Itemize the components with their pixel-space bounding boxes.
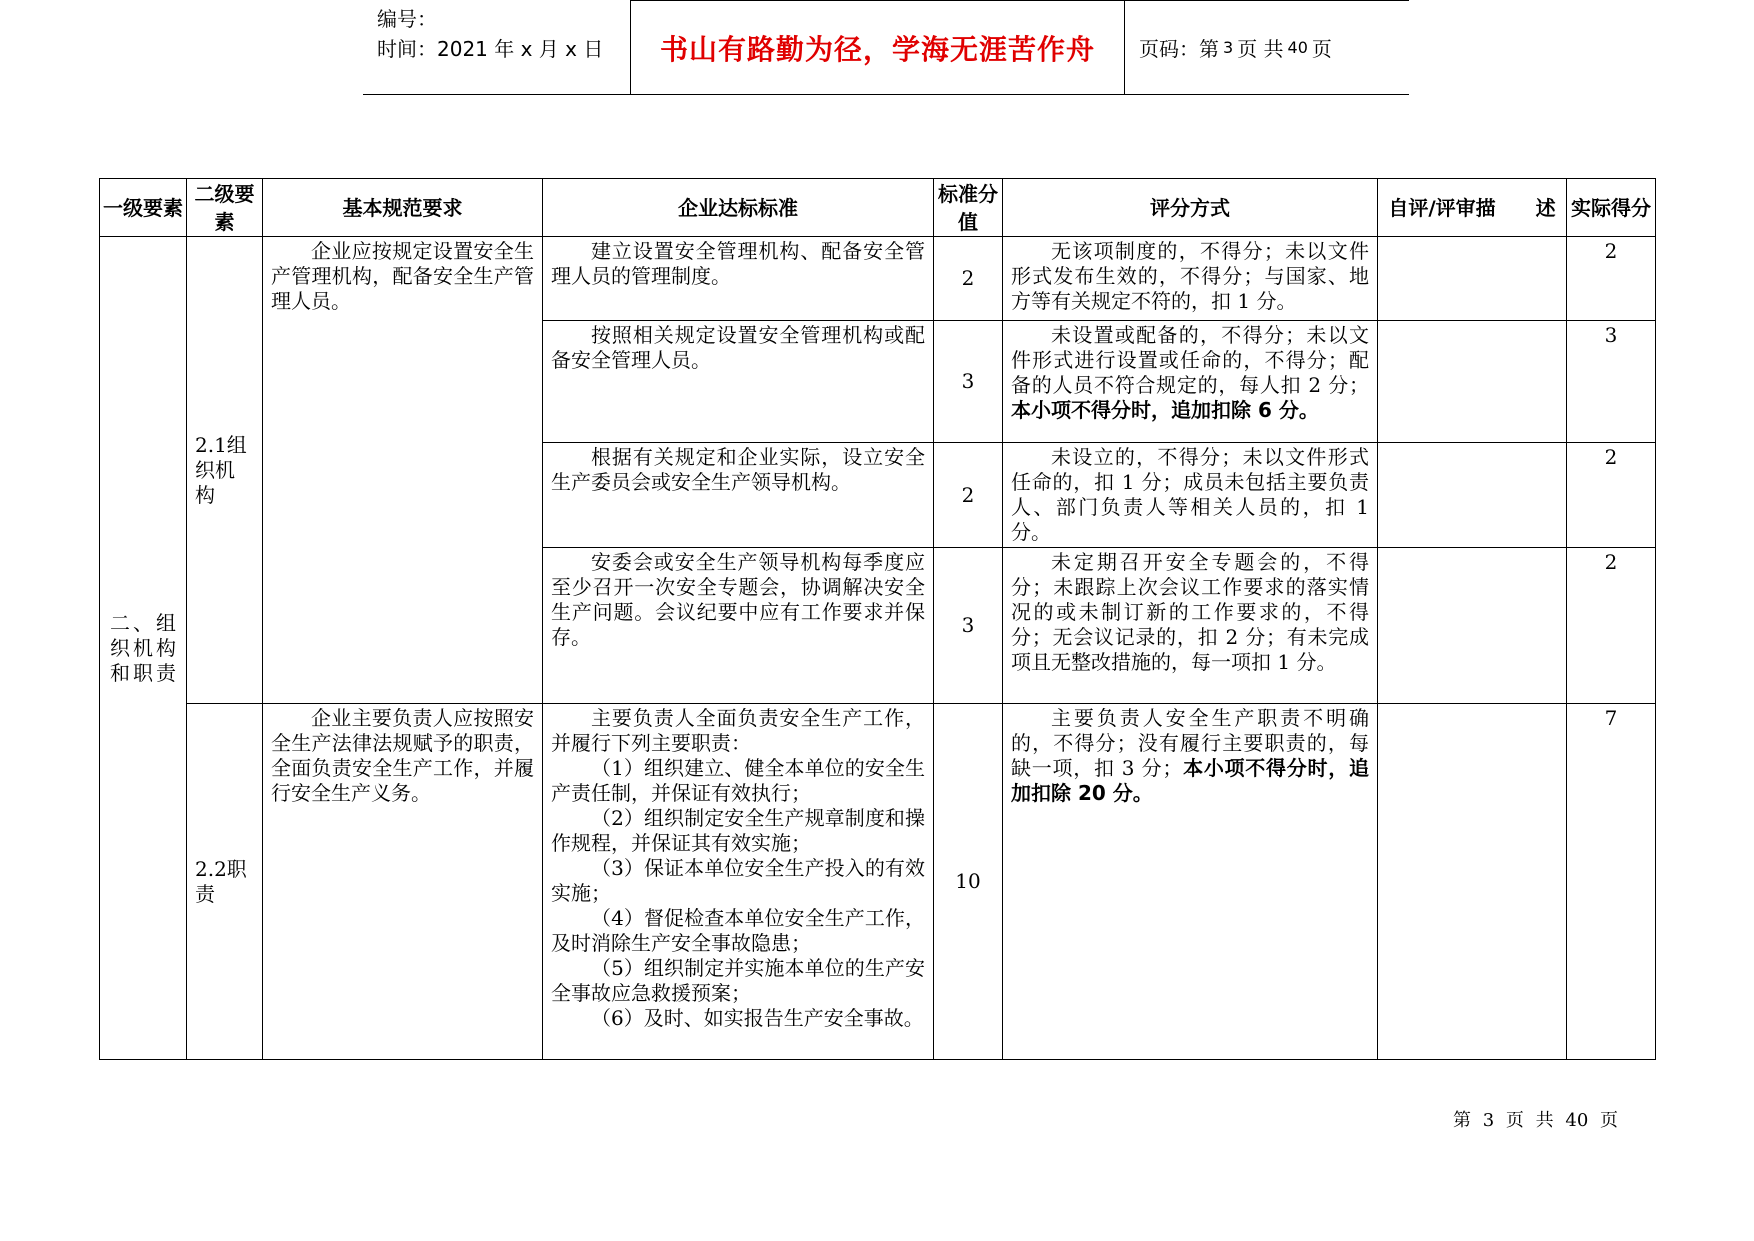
header-page-counter bbox=[1125, 0, 1409, 94]
col-header-basic: 基本规范要求 bbox=[263, 179, 543, 237]
col-header-actual: 实际得分 bbox=[1567, 179, 1656, 237]
level1-element: 二、组织机构和职责 bbox=[100, 237, 187, 1060]
self-eval-cell[interactable] bbox=[1378, 237, 1567, 321]
self-eval-cell[interactable] bbox=[1378, 548, 1567, 704]
standard-item: （5）组织制定并实施本单位的生产安全事故应急救援预案； bbox=[551, 956, 925, 1005]
scoring-method bbox=[1003, 704, 1378, 1060]
page-header bbox=[363, 0, 1409, 95]
scoring-method bbox=[1003, 237, 1378, 321]
scoring-method-bold: 本小项不得分时，追加扣除 6 分。 bbox=[1011, 398, 1319, 422]
self-eval-cell[interactable] bbox=[1378, 321, 1567, 443]
standard-score: 3 bbox=[934, 548, 1003, 704]
standards-table bbox=[99, 178, 1656, 1060]
actual-score: 2 bbox=[1567, 443, 1656, 548]
standard-item: （1）组织建立、健全本单位的安全生产责任制，并保证有效执行； bbox=[551, 756, 925, 805]
header-page-mid: 页 共 bbox=[1237, 37, 1284, 61]
footer-page-current: 3 bbox=[1482, 1110, 1495, 1131]
self-eval-cell[interactable] bbox=[1378, 443, 1567, 548]
standard-item: （4）督促检查本单位安全生产工作，及时消除生产安全事故隐患； bbox=[551, 906, 925, 955]
level2-element: 2.1组 织机构 bbox=[187, 237, 263, 704]
scoring-method-bold: 本小项不得分时，追加扣除 20 分。 bbox=[1011, 756, 1369, 805]
actual-score: 2 bbox=[1567, 237, 1656, 321]
col-header-self-eval: 自评/评审描 述 bbox=[1378, 179, 1567, 237]
header-page-suffix: 页 bbox=[1311, 37, 1332, 61]
scoring-method-text: 主要负责人安全生产职责不明确的，不得分；没有履行主要职责的，每缺一项，扣 3 分； bbox=[1011, 706, 1369, 780]
self-eval-cell[interactable] bbox=[1378, 704, 1567, 1060]
standard-item: （6）及时、如实报告生产安全事故。 bbox=[591, 1006, 924, 1030]
col-header-score: 标准分值 bbox=[934, 179, 1003, 237]
standard-text bbox=[543, 704, 934, 1060]
actual-score: 2 bbox=[1567, 548, 1656, 704]
table-header-row bbox=[100, 179, 1656, 237]
standard-text: 建立设置安全管理机构、配备安全管理人员的管理制度。 bbox=[543, 237, 934, 321]
document-number-label: 编号： bbox=[377, 7, 437, 31]
footer-page-mid: 页 共 bbox=[1505, 1110, 1554, 1131]
standard-score: 2 bbox=[934, 443, 1003, 548]
col-header-level1: 一级要素 bbox=[100, 179, 187, 237]
scoring-method-text: 未设立的，不得分；未以文件形式任命的，扣 1 分；成员未包括主要负责人、部门负责人等相关人员的，扣 1 分。 bbox=[1011, 445, 1369, 544]
basic-requirement: 企业主要负责人应按照安全生产法律法规赋予的职责，全面负责安全生产工作，并履行安全生产义务。 bbox=[263, 704, 543, 1060]
actual-score: 3 bbox=[1567, 321, 1656, 443]
basic-requirement: 企业应按规定设置安全生产管理机构，配备安全生产管理人员。 bbox=[263, 237, 543, 704]
col-header-method: 评分方式 bbox=[1003, 179, 1378, 237]
standard-item: （2）组织制定安全生产规章制度和操作规程，并保证其有效实施； bbox=[551, 806, 925, 855]
col-header-level2: 二级要素 bbox=[187, 179, 263, 237]
scoring-method-text: 未设置或配备的，不得分；未以文件形式进行设置或任命的，不得分；配备的人员不符合规定的，每人扣 2 分； bbox=[1011, 323, 1369, 397]
standard-score: 3 bbox=[934, 321, 1003, 443]
table-row bbox=[100, 704, 1656, 1060]
footer-page-prefix: 第 bbox=[1453, 1110, 1471, 1131]
scoring-method bbox=[1003, 321, 1378, 443]
standard-text: 根据有关规定和企业实际，设立安全生产委员会或安全生产领导机构。 bbox=[543, 443, 934, 548]
actual-score: 7 bbox=[1567, 704, 1656, 1060]
standard-item: （3）保证本单位安全生产投入的有效实施； bbox=[551, 856, 925, 905]
scoring-method bbox=[1003, 548, 1378, 704]
footer-page-total: 40 bbox=[1565, 1110, 1589, 1131]
page-footer bbox=[1453, 1106, 1618, 1132]
document-time: 时间：2021 年 x 月 x 日 bbox=[377, 37, 604, 61]
header-page-prefix: 页码：第 bbox=[1139, 37, 1219, 61]
col-header-standard: 企业达标标准 bbox=[543, 179, 934, 237]
header-page-current: 3 bbox=[1223, 38, 1234, 57]
standard-text: 安委会或安全生产领导机构每季度应至少召开一次安全专题会，协调解决安全生产问题。会议纪要中应有工作要求并保存。 bbox=[543, 548, 934, 704]
scoring-method bbox=[1003, 443, 1378, 548]
header-meta bbox=[363, 0, 631, 94]
standard-score: 10 bbox=[934, 704, 1003, 1060]
table-row bbox=[100, 237, 1656, 321]
header-page-total: 40 bbox=[1287, 38, 1308, 57]
standard-text: 按照相关规定设置安全管理机构或配备安全管理人员。 bbox=[543, 321, 934, 443]
standard-score: 2 bbox=[934, 237, 1003, 321]
standard-intro: 主要负责人全面负责安全生产工作，并履行下列主要职责： bbox=[551, 706, 925, 755]
header-motto: 书山有路勤为径，学海无涯苦作舟 bbox=[631, 0, 1125, 94]
scoring-method-text: 无该项制度的，不得分；未以文件形式发布生效的，不得分；与国家、地方等有关规定不符的，扣 1 分。 bbox=[1011, 239, 1369, 313]
scoring-method-text: 未定期召开安全专题会的，不得分；未跟踪上次会议工作要求的落实情况的或未制订新的工作要求的，不得分；无会议记录的，扣 2 分；有未完成项且无整改措施的，每一项扣 1 分。 bbox=[1011, 550, 1369, 674]
footer-page-suffix: 页 bbox=[1600, 1110, 1619, 1131]
level2-element: 2.2职责 bbox=[187, 704, 263, 1060]
